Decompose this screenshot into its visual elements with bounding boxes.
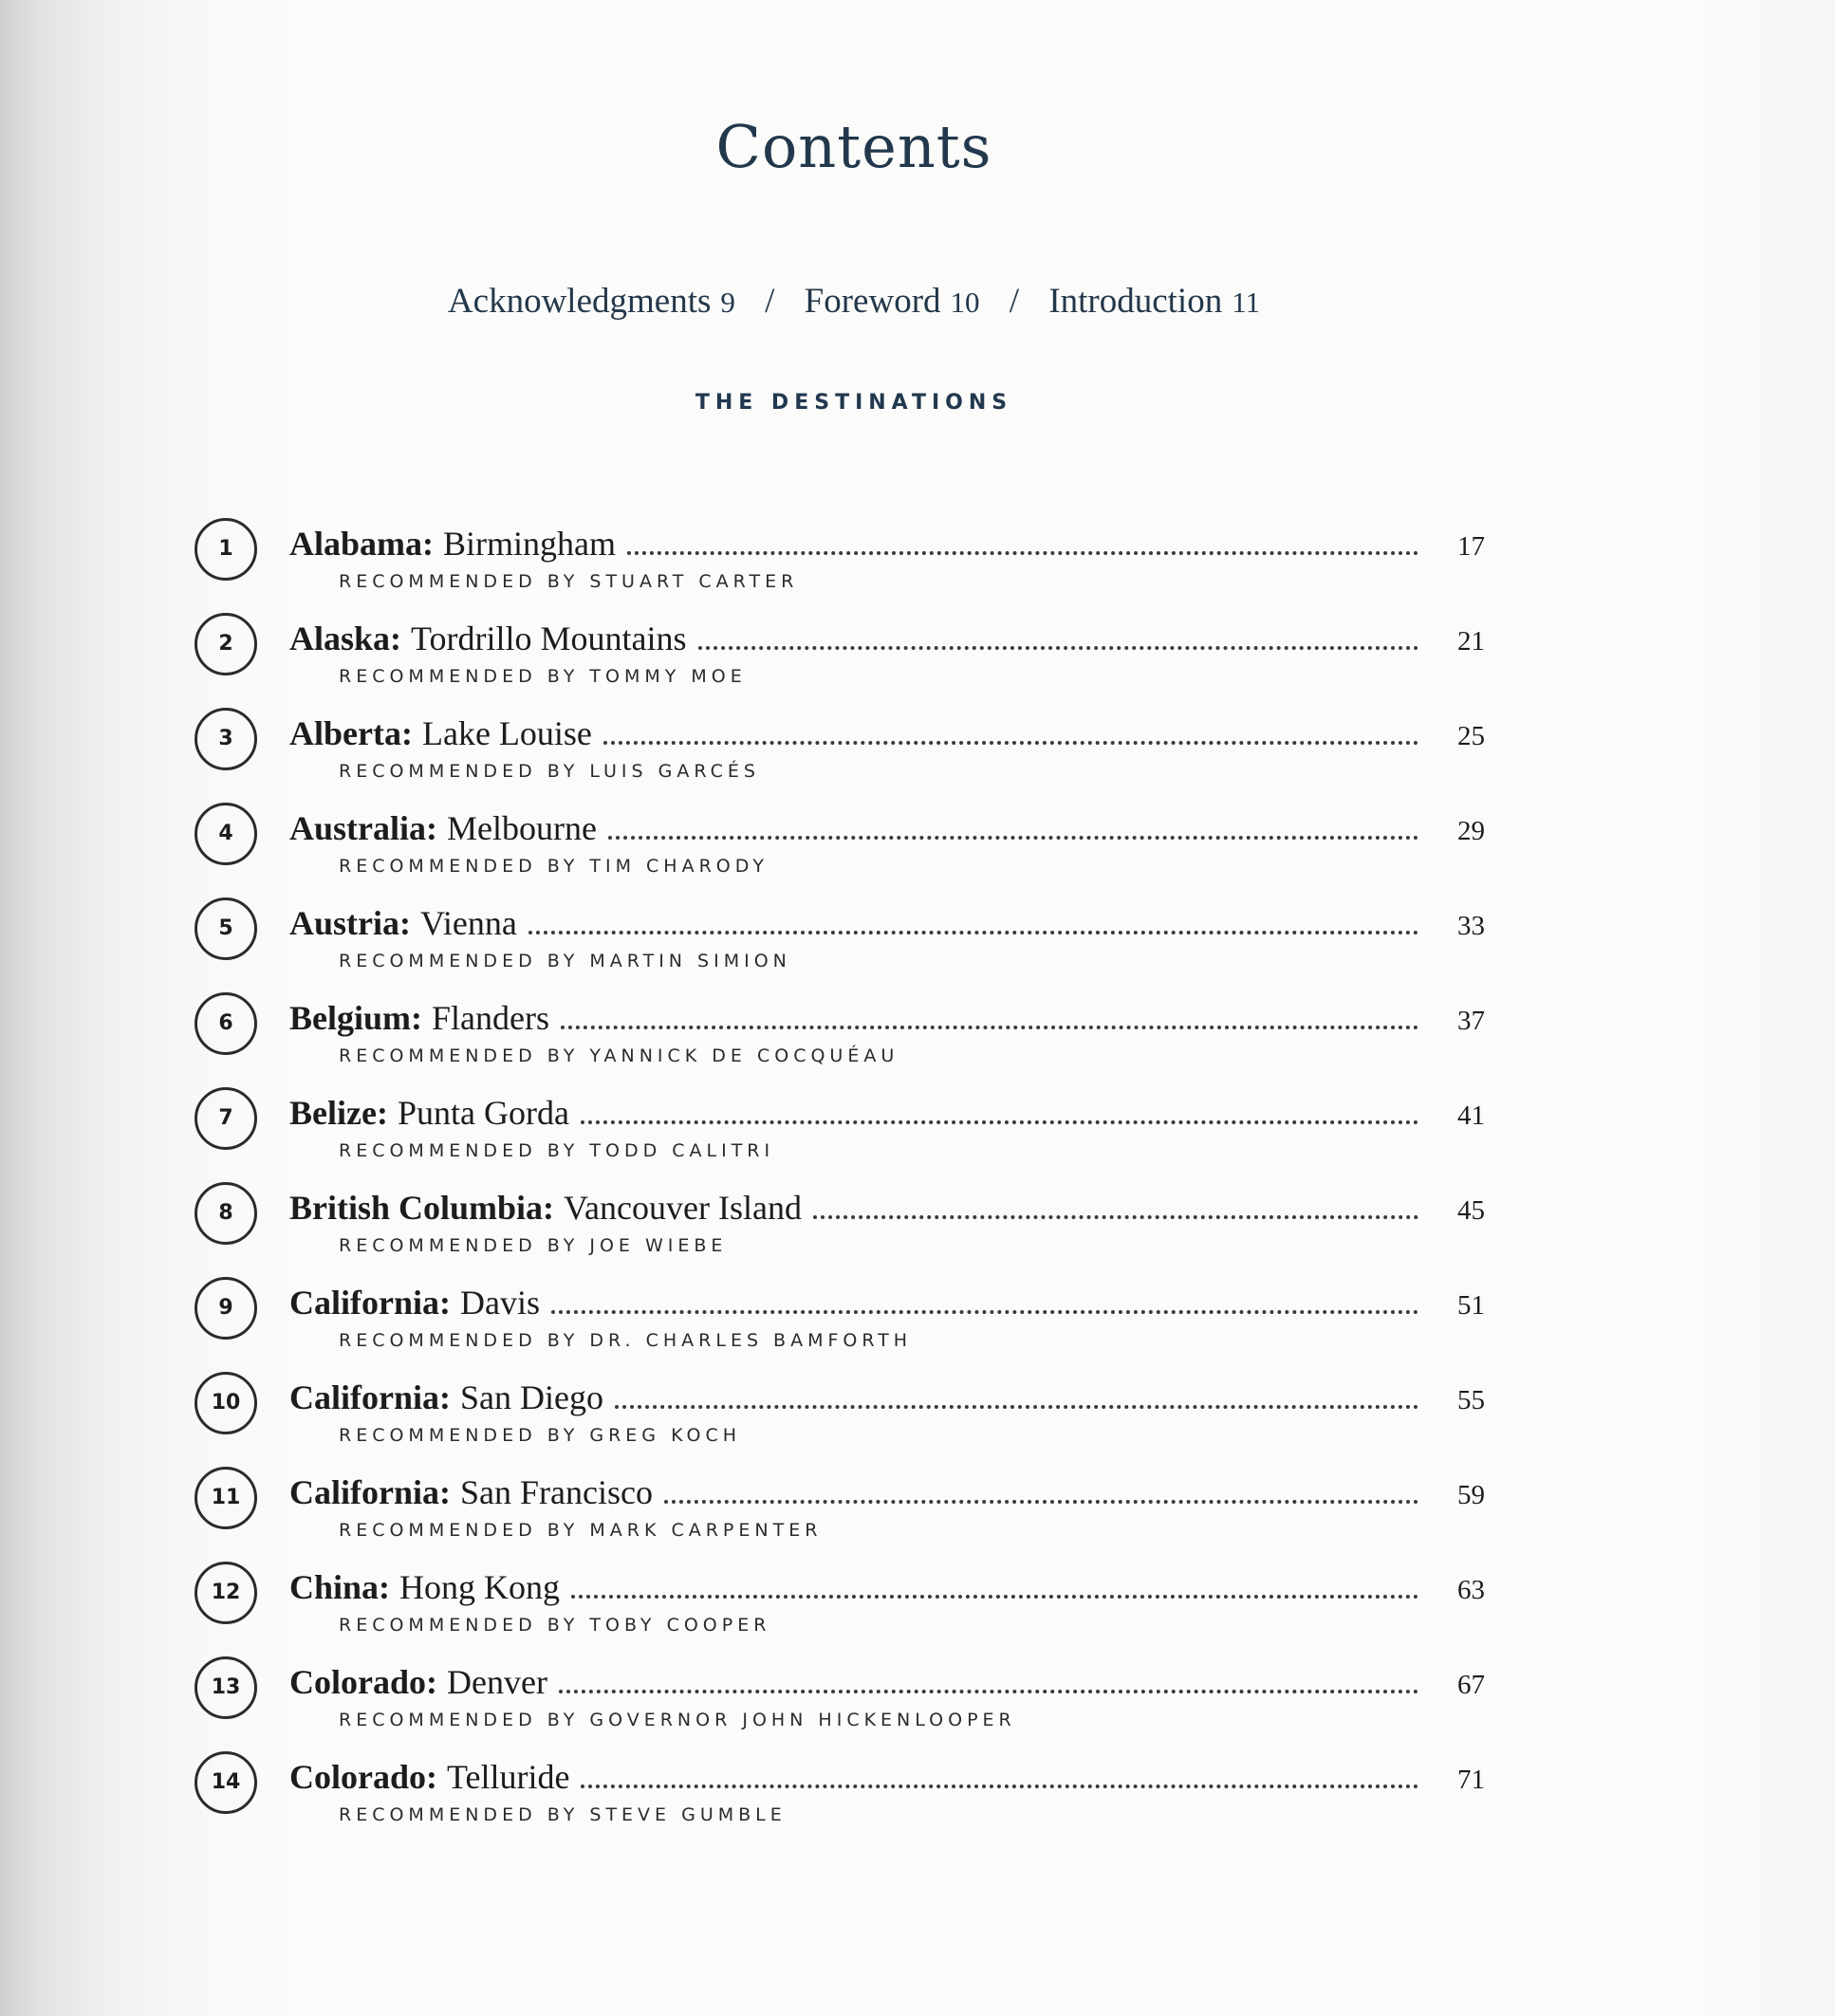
- dot-leader: [603, 741, 1418, 745]
- entry-place: San Diego: [459, 1378, 603, 1416]
- toc-entry[interactable]: [195, 992, 1485, 1087]
- front-matter-introduction[interactable]: [1048, 281, 1260, 322]
- toc-entry[interactable]: [195, 1562, 1485, 1656]
- toc-entry[interactable]: [195, 613, 1485, 708]
- entry-place: Vienna: [420, 904, 517, 942]
- entry-recommended-by: RECOMMENDED BY TODD CALITRI: [339, 1140, 775, 1161]
- front-matter-separator: /: [1009, 282, 1020, 321]
- toc-entry[interactable]: [195, 897, 1485, 992]
- entry-recommended-by: RECOMMENDED BY GOVERNOR JOHN HICKENLOOPER: [339, 1710, 1016, 1730]
- entry-number-badge: 3: [195, 708, 257, 770]
- entry-number-badge: 4: [195, 803, 257, 865]
- entry-title-line: [289, 1283, 1485, 1322]
- page-title: Contents: [715, 112, 992, 181]
- entry-state: Colorado:: [289, 1758, 437, 1796]
- entry-recommended-by: RECOMMENDED BY STEVE GUMBLE: [339, 1804, 787, 1825]
- toc-entry[interactable]: [195, 518, 1485, 613]
- entry-place: Hong Kong: [399, 1568, 561, 1606]
- entry-place: Davis: [459, 1284, 540, 1322]
- toc-entry[interactable]: [195, 1372, 1485, 1467]
- entry-title-line: [289, 1662, 1485, 1702]
- entry-state: Alaska:: [289, 620, 402, 657]
- entry-number-badge: 5: [195, 897, 257, 960]
- entry-title-line: [289, 1757, 1485, 1797]
- entry-page-number: 51: [1457, 1290, 1485, 1321]
- entry-page-number: 17: [1457, 531, 1485, 562]
- entry-place: Melbourne: [447, 809, 597, 847]
- toc-entry[interactable]: [195, 708, 1485, 803]
- front-matter-label: Introduction: [1048, 282, 1223, 321]
- entry-page-number: 33: [1457, 911, 1485, 941]
- entry-state: California:: [289, 1473, 451, 1511]
- entry-state: Alberta:: [289, 714, 413, 752]
- dot-leader: [581, 1120, 1418, 1124]
- dot-leader: [571, 1595, 1418, 1599]
- entry-page-number: 59: [1457, 1480, 1485, 1510]
- entry-title-line: [289, 998, 1485, 1038]
- entry-state: Australia:: [289, 809, 437, 847]
- entry-recommended-by: RECOMMENDED BY YANNICK DE COCQUÉAU: [339, 1045, 899, 1066]
- entry-number-badge: 6: [195, 992, 257, 1055]
- dot-leader: [698, 646, 1419, 650]
- entry-title-line: [289, 903, 1485, 943]
- dot-leader: [813, 1215, 1418, 1219]
- entry-recommended-by: RECOMMENDED BY DR. CHARLES BAMFORTH: [339, 1330, 913, 1351]
- dot-leader: [561, 1026, 1418, 1029]
- toc-entry[interactable]: [195, 1277, 1485, 1372]
- entry-page-number: 25: [1457, 721, 1485, 751]
- entry-page-number: 41: [1457, 1100, 1485, 1131]
- entry-number-badge: 12: [195, 1562, 257, 1624]
- entry-title-line: [289, 1188, 1485, 1228]
- entry-title-line: [289, 1093, 1485, 1133]
- entry-place: Lake Louise: [421, 714, 592, 752]
- entry-state: Alabama:: [289, 525, 434, 563]
- dot-leader: [627, 551, 1418, 555]
- entry-state: British Columbia:: [289, 1189, 555, 1227]
- entry-page-number: 37: [1457, 1006, 1485, 1036]
- entry-page-number: 67: [1457, 1670, 1485, 1700]
- entry-number-badge: 13: [195, 1656, 257, 1719]
- entry-state: Austria:: [289, 904, 411, 942]
- entry-page-number: 45: [1457, 1195, 1485, 1226]
- entry-number-badge: 14: [195, 1751, 257, 1814]
- entry-recommended-by: RECOMMENDED BY LUIS GARCÉS: [339, 761, 760, 782]
- dot-leader: [528, 931, 1418, 934]
- entry-title-line: [289, 619, 1485, 658]
- entry-number-badge: 2: [195, 613, 257, 675]
- front-matter-page: 10: [950, 286, 980, 319]
- entry-title-line: [289, 713, 1485, 753]
- front-matter-acknowledgments[interactable]: [448, 281, 735, 322]
- entry-place: Punta Gorda: [397, 1094, 569, 1132]
- entry-page-number: 29: [1457, 816, 1485, 846]
- entry-recommended-by: RECOMMENDED BY STUART CARTER: [339, 571, 799, 592]
- dot-leader: [615, 1405, 1418, 1409]
- entry-recommended-by: RECOMMENDED BY MARK CARPENTER: [339, 1520, 823, 1541]
- dot-leader: [664, 1500, 1418, 1504]
- entry-page-number: 55: [1457, 1385, 1485, 1415]
- front-matter-label: Acknowledgments: [447, 282, 712, 321]
- dot-leader: [581, 1785, 1418, 1788]
- entry-place: Vancouver Island: [564, 1189, 802, 1227]
- entry-number-badge: 9: [195, 1277, 257, 1340]
- entry-number-badge: 1: [195, 518, 257, 581]
- toc-entry[interactable]: [195, 1467, 1485, 1562]
- entry-page-number: 21: [1457, 626, 1485, 657]
- entry-title-line: [289, 524, 1485, 564]
- entry-place: Telluride: [447, 1758, 570, 1796]
- entry-recommended-by: RECOMMENDED BY TOMMY MOE: [339, 666, 747, 687]
- entry-number-badge: 11: [195, 1467, 257, 1529]
- entry-recommended-by: RECOMMENDED BY TOBY COOPER: [339, 1615, 771, 1636]
- entry-recommended-by: RECOMMENDED BY JOE WIEBE: [339, 1235, 728, 1256]
- front-matter-page: 11: [1232, 286, 1261, 319]
- entry-number-badge: 8: [195, 1182, 257, 1245]
- entry-title-line: [289, 1378, 1485, 1417]
- entry-number-badge: 7: [195, 1087, 257, 1150]
- entry-recommended-by: RECOMMENDED BY GREG KOCH: [339, 1425, 741, 1446]
- entry-place: San Francisco: [459, 1473, 653, 1511]
- entry-page-number: 63: [1457, 1575, 1485, 1605]
- entry-title-line: [289, 808, 1485, 848]
- entry-state: China:: [289, 1568, 391, 1606]
- entry-recommended-by: RECOMMENDED BY TIM CHARODY: [339, 856, 769, 877]
- entry-place: Denver: [447, 1663, 547, 1701]
- dot-leader: [608, 836, 1418, 840]
- entry-recommended-by: RECOMMENDED BY MARTIN SIMION: [339, 951, 791, 971]
- front-matter-separator: /: [765, 282, 775, 321]
- toc-entry[interactable]: [195, 1087, 1485, 1182]
- front-matter-foreword[interactable]: [805, 281, 980, 322]
- entry-number-badge: 10: [195, 1372, 257, 1434]
- toc-entry[interactable]: [195, 1751, 1485, 1846]
- toc-entry[interactable]: [195, 1182, 1485, 1277]
- entry-state: California:: [289, 1378, 451, 1416]
- entry-state: Belgium:: [289, 999, 422, 1037]
- entry-state: Belize:: [289, 1094, 388, 1132]
- entry-place: Tordrillo Mountains: [411, 620, 687, 657]
- dot-leader: [559, 1690, 1418, 1693]
- dot-leader: [551, 1310, 1418, 1314]
- destinations-list: [195, 518, 1485, 1846]
- entry-place: Flanders: [432, 999, 549, 1037]
- entry-state: Colorado:: [289, 1663, 437, 1701]
- toc-entry[interactable]: [195, 1656, 1485, 1751]
- section-heading: THE DESTINATIONS: [695, 391, 1013, 415]
- front-matter-label: Foreword: [804, 282, 941, 321]
- front-matter-line: [0, 281, 1708, 322]
- entry-title-line: [289, 1472, 1485, 1512]
- entry-title-line: [289, 1567, 1485, 1607]
- toc-entry[interactable]: [195, 803, 1485, 897]
- entry-state: California:: [289, 1284, 451, 1322]
- front-matter-page: 9: [720, 286, 735, 319]
- entry-page-number: 71: [1457, 1765, 1485, 1795]
- entry-place: Birmingham: [443, 525, 616, 563]
